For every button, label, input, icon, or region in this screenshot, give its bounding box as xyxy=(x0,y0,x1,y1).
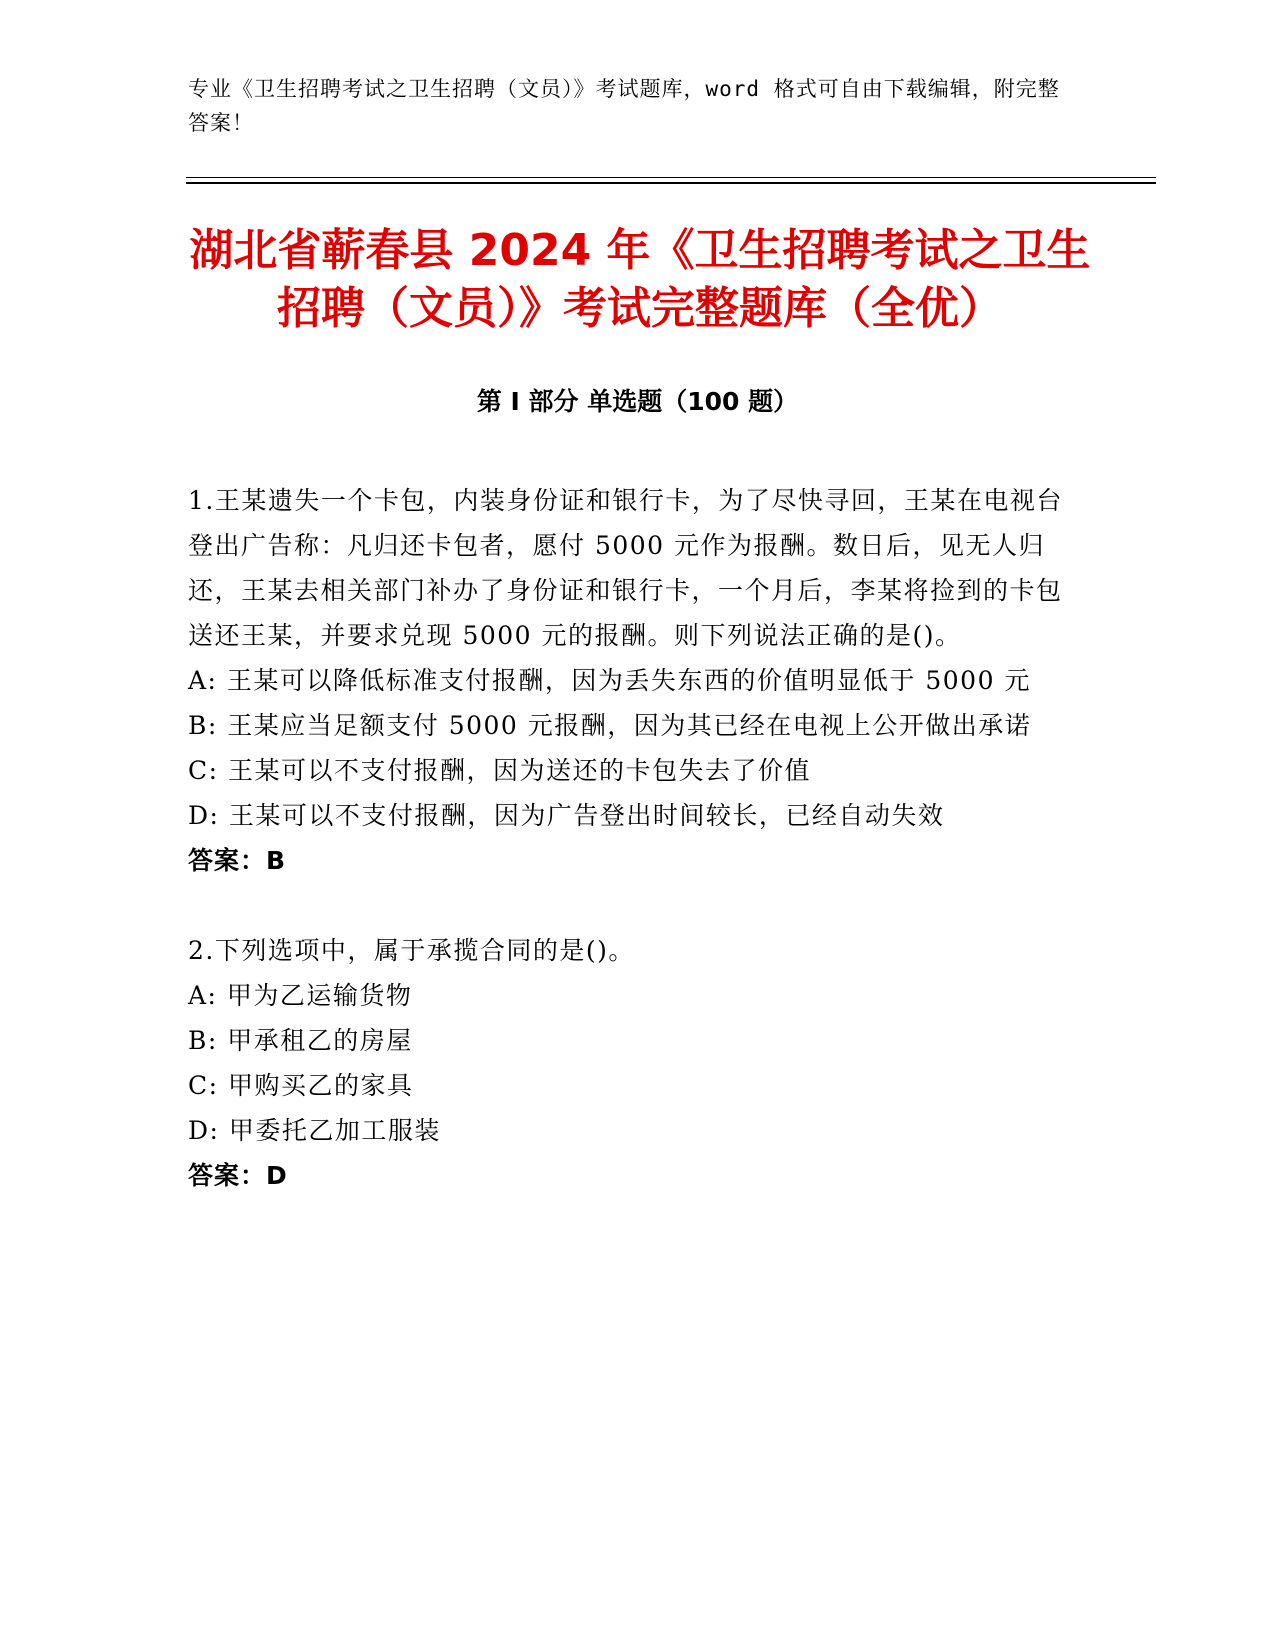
option-b: B: 王某应当足额支付 5000 元报酬，因为其已经在电视上公开做出承诺 xyxy=(188,711,1032,740)
header-divider-thick xyxy=(186,182,1156,184)
option-a: A: 王某可以降低标准支付报酬，因为丢失东西的价值明显低于 5000 元 xyxy=(188,666,1031,695)
question-list xyxy=(188,478,1068,1198)
option-d: D: 甲委托乙加工服装 xyxy=(188,1116,441,1145)
question-stem: 2.下列选项中，属于承揽合同的是()。 xyxy=(188,936,635,965)
option-b: B: 甲承租乙的房屋 xyxy=(188,1026,413,1055)
question-2 xyxy=(188,928,1068,1198)
document-title: 湖北省蕲春县 2024 年《卫生招聘考试之卫生招聘（文员）》考试完整题库（全优） xyxy=(189,225,1091,334)
question-stem: 1.王某遗失一个卡包，内装身份证和银行卡，为了尽快寻回，王某在电视台登出广告称：凡归还卡包者，愿付 5000 元作为报酬。数日后，见无人归还，王某去相关部门补办了身份证和银行卡，一个月后，李某将捡到的卡包送还王某，并要求兑现 5000 元的报酬。则下列说法正确的是()。 xyxy=(188,486,1063,650)
header-note: 专业《卫生招聘考试之卫生招聘（文员）》考试题库，word 格式可自由下载编辑，附完整答案！ xyxy=(188,77,1060,135)
option-c: C: 甲购买乙的家具 xyxy=(188,1071,414,1100)
answer-line: 答案：B xyxy=(188,846,287,875)
header-divider-thin xyxy=(186,177,1156,178)
question-1 xyxy=(188,478,1068,883)
option-c: C: 王某可以不支付报酬，因为送还的卡包失去了价值 xyxy=(188,756,812,785)
option-d: D: 王某可以不支付报酬，因为广告登出时间较长，已经自动失效 xyxy=(188,801,945,830)
section-heading: 第 I 部分 单选题（100 题） xyxy=(476,387,799,416)
option-a: A: 甲为乙运输货物 xyxy=(188,981,413,1010)
answer-line: 答案：D xyxy=(188,1161,288,1190)
